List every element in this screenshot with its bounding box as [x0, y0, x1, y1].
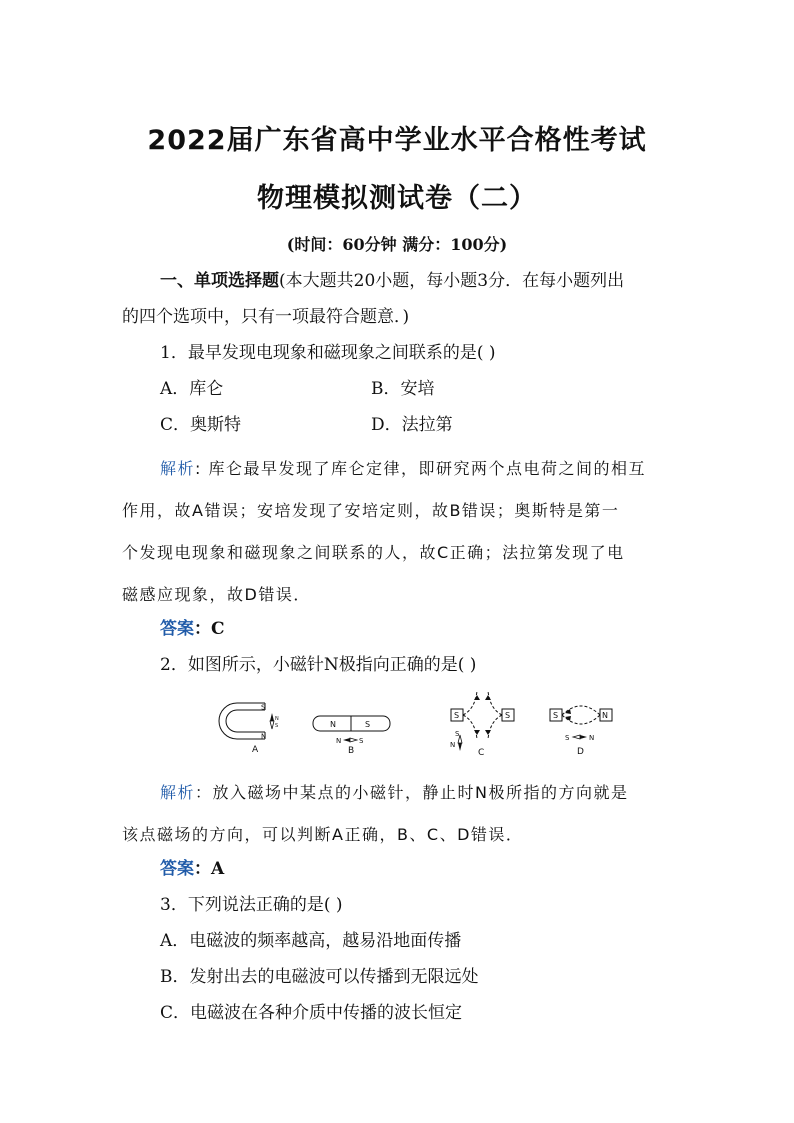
q1-option-d: D．法拉第	[371, 415, 453, 435]
figure-b-pole-s: S	[365, 720, 371, 729]
q2-stem: 2．如图所示，小磁针N极指向正确的是( )	[160, 655, 477, 675]
figure-b-compass-needle	[343, 738, 357, 742]
figure-d-label: D	[577, 747, 584, 757]
q1-option-b: B．安培	[371, 379, 435, 399]
figure-c-pole-s-right: S	[505, 711, 511, 720]
q1-analysis-line2: 作用，故A错误；安培发现了安培定则，故B错误；奥斯特是第一	[122, 501, 620, 520]
figure-d-pole-s: S	[553, 711, 559, 720]
figure-a-pole-s: S	[261, 703, 266, 712]
q1-analysis-line1: 解析: 库仑最早发现了库仑定律，即研究两个点电荷之间的相互	[160, 459, 646, 478]
q1-analysis-label: 解析	[160, 459, 196, 478]
q1-answer: 答案：C	[160, 619, 225, 639]
q2-analysis-label: 解析	[160, 783, 196, 802]
figure-c-needle-s: S	[455, 730, 460, 738]
section-desc-1: (本大题共20小题，每小题3分．在每小题列出	[279, 271, 625, 291]
q2-magnet-figure	[205, 685, 625, 765]
exam-meta: (时间：60分钟 满分：100分)	[286, 235, 508, 254]
figure-a-needle-s: S	[275, 723, 279, 729]
figure-a-label: A	[252, 745, 259, 755]
q1-answer-label: 答案	[160, 619, 194, 639]
figure-b-label: B	[348, 746, 355, 756]
figure-a-needle-n: N	[275, 716, 279, 722]
q1-option-a: A．库仑	[160, 379, 224, 399]
q1-option-c: C．奥斯特	[160, 415, 242, 435]
figure-d-needle-n: N	[589, 734, 595, 742]
q1-analysis-line3: 个发现电现象和磁现象之间联系的人，故C正确；法拉第发现了电	[122, 543, 625, 562]
q3-option-a: A．电磁波的频率越高，越易沿地面传播	[160, 931, 462, 951]
figure-b-pole-n: N	[330, 720, 336, 729]
q2-answer: 答案：A	[160, 859, 225, 879]
q3-option-b: B．发射出去的电磁波可以传播到无限远处	[160, 967, 479, 987]
figure-c-pole-s-left: S	[454, 711, 460, 720]
q2-answer-label: 答案	[160, 859, 194, 879]
q1-analysis-line4: 磁感应现象，故D错误．	[122, 585, 311, 604]
q2-analysis-line2: 该点磁场的方向，可以判断A正确，B、C、D错误．	[122, 825, 524, 844]
q3-option-c: C．电磁波在各种介质中传播的波长恒定	[160, 1003, 463, 1023]
figure-b-needle-n: N	[336, 737, 342, 745]
figure-c-label: C	[478, 748, 485, 758]
section-heading: 一、单项选择题	[160, 271, 279, 291]
q2-analysis-line1: 解析：放入磁场中某点的小磁针，静止时N极所指的方向就是	[160, 783, 629, 802]
figure-a-pole-n: N	[261, 732, 267, 741]
figure-c-needle-n: N	[450, 741, 456, 749]
exam-title: 2022届广东省高中学业水平合格性考试	[147, 125, 647, 156]
q3-stem: 3．下列说法正确的是( )	[160, 895, 343, 915]
figure-b-needle-s: S	[359, 737, 364, 745]
figure-d-pole-n: N	[602, 711, 608, 720]
q1-stem: 1．最早发现电现象和磁现象之间联系的是( )	[160, 343, 496, 363]
figure-d-compass-needle	[573, 735, 587, 739]
section-intro-line1	[160, 270, 624, 292]
figure-d-needle-s: S	[565, 734, 570, 742]
figure-a-compass-needle	[270, 713, 274, 729]
figure-b-bar-magnet	[313, 716, 390, 731]
exam-subtitle: 物理模拟测试卷（二）	[257, 183, 537, 214]
figure-a-u-magnet	[219, 703, 265, 739]
section-desc-2: 的四个选项中，只有一项最符合题意．)	[122, 307, 410, 327]
